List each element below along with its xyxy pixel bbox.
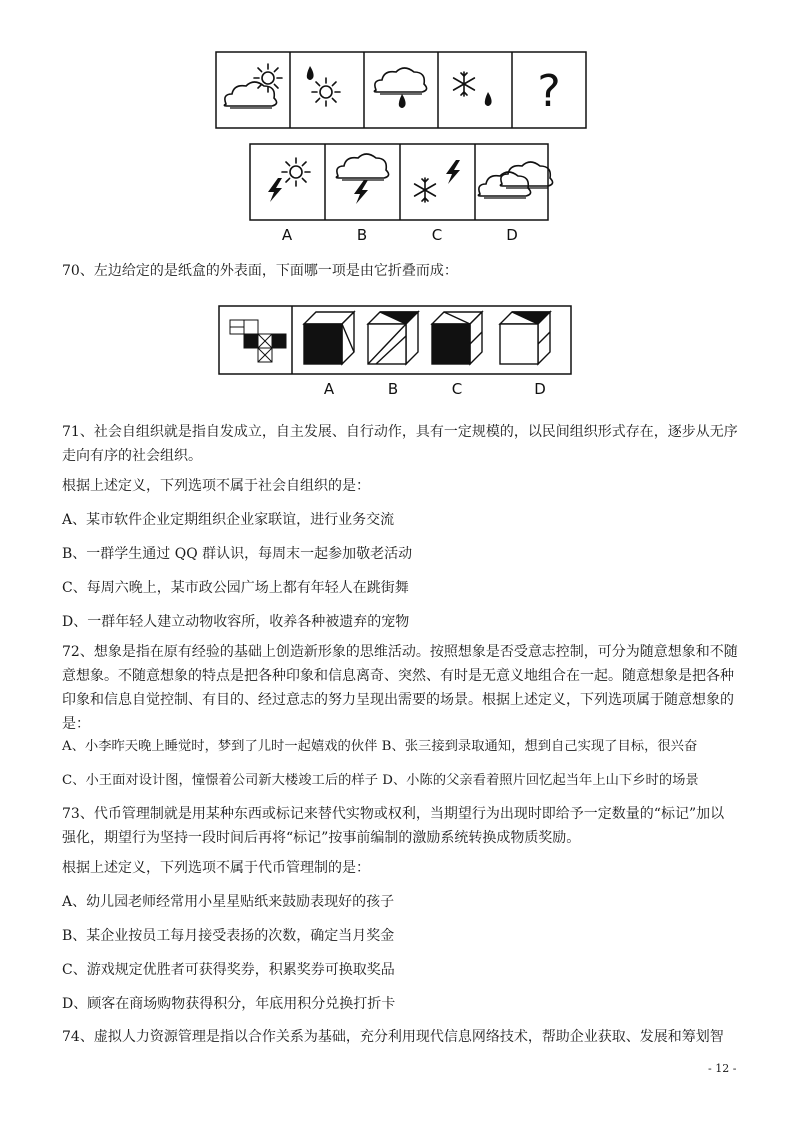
answer-69-a[interactable] bbox=[268, 158, 310, 202]
question-71-stem: 71、社会自组织就是指自发成立，自主发展、自行动作，具有一定规模的，以民间组织形式存在，逐步从无序走向有序的社会组织。 bbox=[62, 424, 738, 464]
question-mark: ? bbox=[537, 66, 561, 117]
box-net bbox=[230, 320, 286, 362]
answer-69-d[interactable] bbox=[478, 162, 552, 198]
sequence-cell-4 bbox=[454, 72, 492, 106]
figure-69 bbox=[0, 0, 800, 250]
question-70: 70、左边给定的是纸盒的外表面，下面哪一项是由它折叠而成： bbox=[62, 263, 458, 279]
answer-label-70-a: A bbox=[323, 380, 335, 398]
answer-label-70-c: C bbox=[451, 380, 463, 398]
option-73-d[interactable]: D、顾客在商场购物获得积分，年底用积分兑换打折卡 bbox=[62, 996, 396, 1012]
answer-70-c[interactable] bbox=[432, 312, 482, 364]
option-73-c[interactable]: C、游戏规定优胜者可获得奖券，积累奖券可换取奖品 bbox=[62, 962, 395, 978]
answer-row-69 bbox=[250, 144, 553, 220]
option-71-d[interactable]: D、一群年轻人建立动物收容所，收养各种被遗弃的宠物 bbox=[62, 614, 410, 630]
figure-70 bbox=[0, 296, 800, 406]
options-72-line-1[interactable]: A、小李昨天晚上睡觉时，梦到了儿时一起嬉戏的伙伴 B、张三接到录取通知，想到自己实现了目标，很兴奋 bbox=[62, 739, 698, 754]
answer-70-a[interactable] bbox=[304, 312, 354, 364]
answer-label-69-b: B bbox=[356, 226, 368, 244]
question-72-stem: 72、想象是指在原有经验的基础上创造新形象的思维活动。按照想象是否受意志控制，可分为随意想象和不随意想象。不随意想象的特点是把各种印象和信息离奇、突然、有时是无意义地组合在一起。随意想象是把各种印象和信息自觉控制、有目的、经过意志的努力呈现出需要的场景。根据上述定义，下列选项属于随意想象的是： bbox=[62, 644, 738, 732]
question-74-stem: 74、虚拟人力资源管理是指以合作关系为基础，充分利用现代信息网络技术，帮助企业获取、发展和筹划智 bbox=[62, 1029, 724, 1045]
option-71-b[interactable]: B、一群学生通过 QQ 群认识，每周末一起参加敬老活动 bbox=[62, 546, 413, 562]
page-number: - 12 - bbox=[708, 1062, 737, 1075]
answer-label-70-d: D bbox=[534, 380, 546, 398]
question-73-prompt: 根据上述定义，下列选项不属于代币管理制的是： bbox=[62, 860, 370, 876]
sequence-cell-3 bbox=[374, 68, 426, 108]
answer-69-c[interactable] bbox=[415, 160, 460, 202]
answer-label-70-b: B bbox=[387, 380, 399, 398]
answer-label-69-d: D bbox=[506, 226, 518, 244]
question-73-stem: 73、代币管理制就是用某种东西或标记来替代实物或权利，当期望行为出现时即给予一定数量的“标记”加以强化，期望行为坚持一段时间后再将“标记”按事前编制的激励系统转换成物质奖励。 bbox=[62, 806, 725, 846]
sequence-cell-1 bbox=[224, 64, 282, 108]
sequence-row bbox=[216, 52, 586, 128]
answer-70-b[interactable] bbox=[368, 312, 418, 364]
sequence-cell-2 bbox=[307, 66, 340, 106]
option-73-b[interactable]: B、某企业按员工每月接受表扬的次数，确定当月奖金 bbox=[62, 928, 395, 944]
answer-69-b[interactable] bbox=[336, 154, 388, 204]
question-71-prompt: 根据上述定义，下列选项不属于社会自组织的是： bbox=[62, 478, 370, 494]
option-71-a[interactable]: A、某市软件企业定期组织企业家联谊，进行业务交流 bbox=[62, 512, 395, 528]
option-71-c[interactable]: C、每周六晚上，某市政公园广场上都有年轻人在跳街舞 bbox=[62, 580, 409, 596]
option-73-a[interactable]: A、幼儿园老师经常用小星星贴纸来鼓励表现好的孩子 bbox=[62, 894, 395, 910]
answer-label-69-a: A bbox=[281, 226, 293, 244]
options-72-line-2[interactable]: C、小王面对设计图，憧憬着公司新大楼竣工后的样子 D、小陈的父亲看着照片回忆起当年上山下乡时的场景 bbox=[62, 773, 699, 788]
answer-70-d[interactable] bbox=[500, 312, 550, 364]
answer-label-69-c: C bbox=[431, 226, 443, 244]
